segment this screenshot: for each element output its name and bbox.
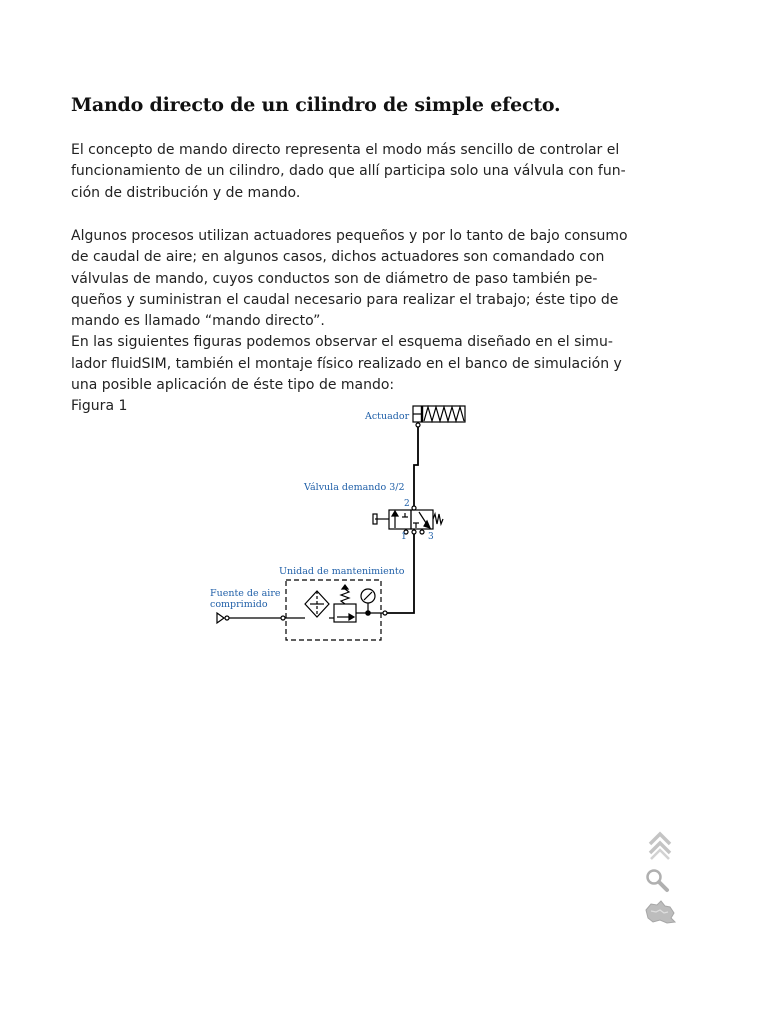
- source-symbol: [217, 613, 224, 623]
- text-line: mando es llamado “mando directo”.: [71, 313, 325, 330]
- text-line: funcionamiento de un cilindro, dado que allí participa solo una válvula con fun-: [71, 163, 626, 180]
- actuator-port: [416, 423, 420, 427]
- source-label-line1: Fuente de aire: [210, 588, 281, 599]
- magnifier-icon: [644, 867, 670, 893]
- pneumatic-diagram: [200, 398, 480, 648]
- valve-port-3: [420, 530, 424, 534]
- valve-port-3-label: 3: [428, 532, 434, 542]
- text-line: El concepto de mando directo representa el modo más sencillo de controlar el: [71, 142, 620, 158]
- map-button[interactable]: [642, 898, 678, 926]
- maintenance-unit: [281, 580, 387, 640]
- text-line: ción de distribución y de mando.: [71, 184, 301, 201]
- text-line: válvulas de mando, cuyos conductos son de diámetro de paso también pe-: [71, 270, 598, 287]
- text-line: una posible aplicación de éste tipo de mando:: [71, 377, 395, 394]
- paragraph-body: [71, 226, 631, 396]
- text-line: En las siguientes figuras podemos observar el esquema diseñado en el simu-: [71, 334, 613, 351]
- regulator-spring: [341, 589, 349, 604]
- spring: [424, 407, 464, 421]
- source-label-line2: comprimido: [210, 599, 268, 610]
- pipe-actuator-valve: [414, 427, 418, 508]
- source-port: [225, 616, 229, 620]
- valve-label: Válvula demando 3/2: [304, 482, 405, 493]
- map-icon: [642, 898, 678, 926]
- maintenance-label: Unidad de mantenimiento: [279, 566, 405, 577]
- regulator-arrow: [349, 614, 354, 620]
- text-line: lador fluidSIM, también el montaje físico realizado en el banco de simulación y: [71, 355, 622, 372]
- regulator-adjust: [342, 585, 348, 589]
- text-line: queños y suministran el caudal necesario para realizar el trabajo; éste tipo de: [71, 291, 619, 308]
- valve-port-2: [412, 530, 416, 534]
- valve-port-2-label: 2: [404, 499, 410, 509]
- regulator: [334, 604, 356, 622]
- paragraph-intro: [71, 140, 631, 204]
- valve-port-top: [412, 506, 416, 510]
- text-line: Algunos procesos utilizan actuadores pequeños y por lo tanto de bajo consumo: [71, 228, 628, 244]
- scroll-top-button[interactable]: [642, 826, 678, 862]
- double-chevron-up-icon: [642, 826, 678, 862]
- gauge-needle: [364, 592, 372, 600]
- unit-inlet-port: [281, 616, 285, 620]
- actuator-label: Actuador: [365, 411, 410, 422]
- valve-box-left: [389, 510, 411, 529]
- unit-outlet-port: [383, 611, 387, 615]
- text-line: de caudal de aire; en algunos casos, dichos actuadores son comandado con: [71, 249, 605, 266]
- flow-arrowhead: [392, 511, 398, 516]
- air-source: [217, 613, 281, 623]
- valve-port-1-label: 1: [401, 532, 407, 542]
- page-title: Mando directo de un cilindro de simple efecto.: [71, 94, 561, 116]
- figure-caption: Figura 1: [71, 398, 128, 414]
- valve-3-2: [373, 506, 443, 534]
- zoom-button[interactable]: [644, 867, 670, 893]
- actuator-cylinder: [413, 406, 465, 427]
- return-spring: [433, 514, 443, 524]
